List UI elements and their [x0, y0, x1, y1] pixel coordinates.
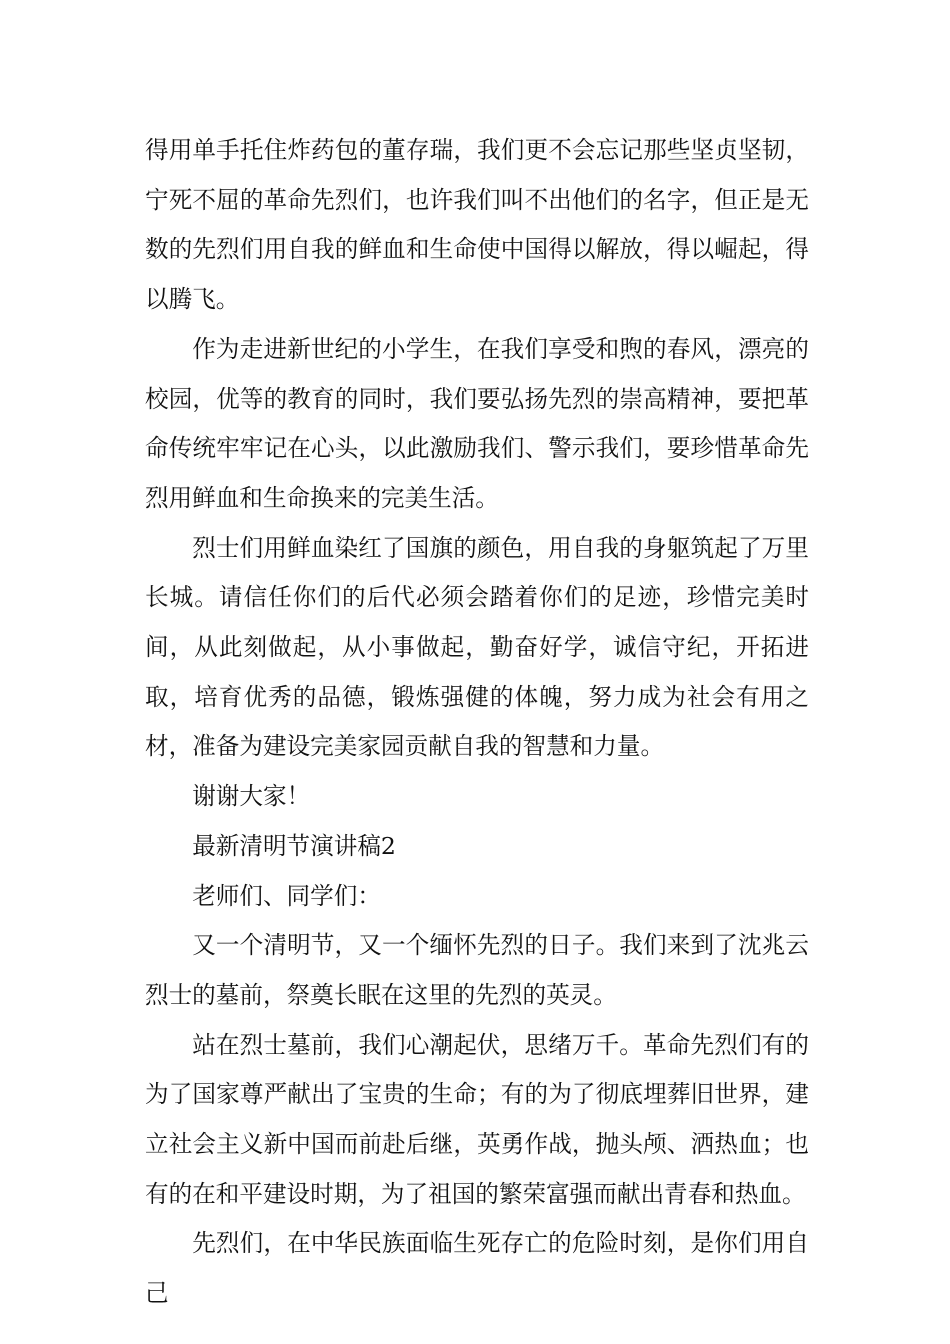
salutation: 老师们、同学们：	[192, 881, 381, 910]
paragraph: 作为走进新世纪的小学生，在我们享受和煦的春风，漂亮的校园，优等的教育的同时，我们要弘扬先烈的崇高精神，要把革命传统牢牢记在心头，以此激励我们、警示我们，要珍惜革命先烈用鲜血和生命换来的完美生活。	[145, 334, 809, 512]
paragraph: 先烈们，在中华民族面临生死存亡的危险时刻，是你们用自己	[145, 1229, 809, 1308]
closing-thanks: 谢谢大家！	[192, 782, 311, 811]
paragraph: 站在烈士墓前，我们心潮起伏，思绪万千。革命先烈们有的为了国家尊严献出了宝贵的生命；有的为了彻底埋葬旧世界，建立社会主义新中国而前赴后继，英勇作战，抛头颅、洒热血；也有的在和平建设时期，为了祖国的繁荣富强而献出青春和热血。	[145, 1030, 809, 1208]
document-body	[145, 126, 809, 1319]
paragraph: 烈士们用鲜血染红了国旗的颜色，用自我的身躯筑起了万里长城。请信任你们的后代必须会踏着你们的足迹，珍惜完美时间，从此刻做起，从小事做起，勤奋好学，诚信守纪，开拓进取，培育优秀的品德，锻炼强健的体魄，努力成为社会有用之材，准备为建设完美家园贡献自我的智慧和力量。	[145, 533, 809, 761]
section-title: 最新清明节演讲稿2	[192, 831, 396, 860]
paragraph: 又一个清明节，又一个缅怀先烈的日子。我们来到了沈兆云烈士的墓前，祭奠长眠在这里的先烈的英灵。	[145, 931, 809, 1009]
paragraph-continuation: 得用单手托住炸药包的董存瑞，我们更不会忘记那些坚贞坚韧，宁死不屈的革命先烈们，也许我们叫不出他们的名字，但正是无数的先烈们用自我的鲜血和生命使中国得以解放，得以崛起，得以腾飞。	[145, 136, 809, 314]
